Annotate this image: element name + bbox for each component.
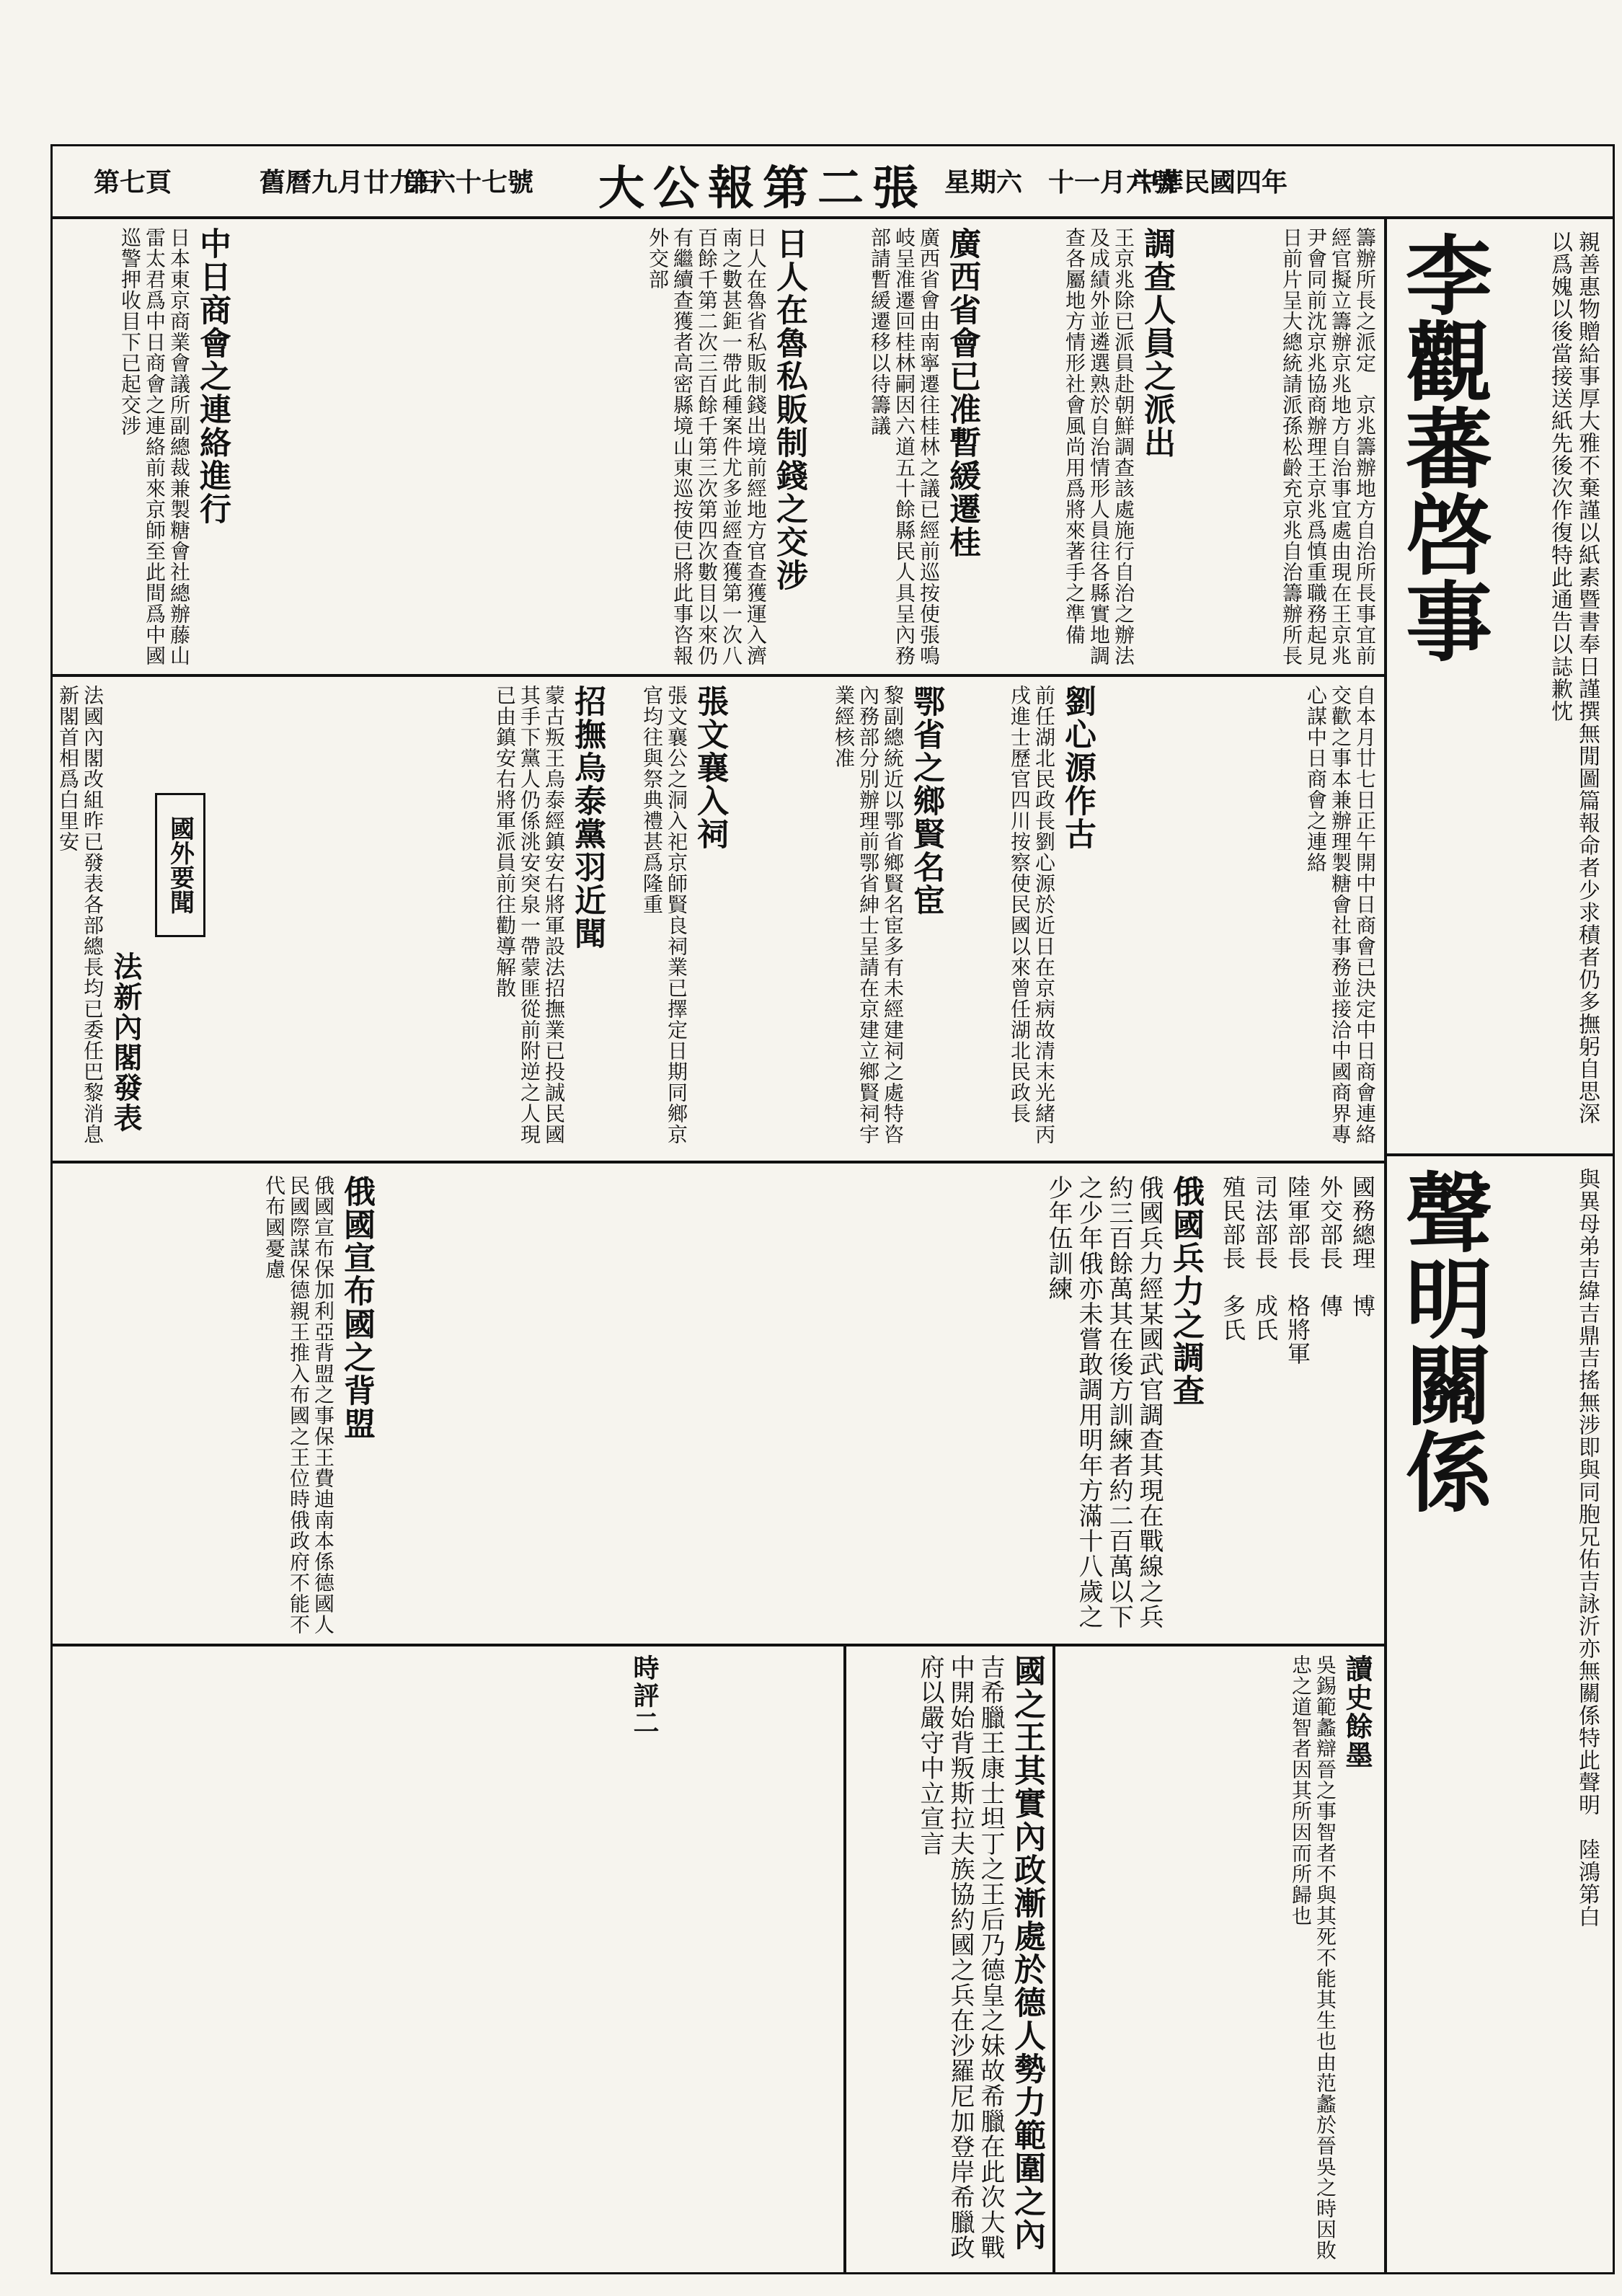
ezhou-title: 鄂省之鄉賢名宦	[908, 685, 944, 917]
postwar-title: 國之王其實內政漸處於德人勢力範圍之內	[1009, 1654, 1045, 2251]
history-title: 時評二	[629, 1654, 660, 1737]
weekday-date: 星期六 十一月六號	[944, 167, 1179, 198]
sugar-body: 日本東京商業會議所副總裁兼製糖會社總辦藤山雷太君爲中日商會之連絡前來京師至此間爲中國巡警押收目下已起交涉	[118, 227, 191, 666]
republic-date: 中華民國四年	[1132, 167, 1288, 198]
rule-v-lower-split	[1052, 1644, 1055, 2274]
zhangzhen-title: 張文襄入祠	[691, 685, 728, 851]
history-body	[65, 1654, 613, 2264]
rule-2	[50, 1161, 1384, 1163]
cabinet-1: 外交部長 傳	[1316, 1175, 1344, 1318]
foreign-news-badge: 國外要聞	[155, 793, 205, 937]
russia-declare-title: 俄國宣布國之背盟	[338, 1175, 375, 1440]
russia-declare-body: 俄國宣布保加利亞背盟之事保王費迪南本係德國人民國際謀保德親王推入布國之王位時俄政府不能不代布國憂慮	[262, 1175, 335, 1635]
cabinet-0: 國務總理 博	[1349, 1175, 1376, 1318]
cabinet-3: 司法部長 成氏	[1251, 1175, 1279, 1342]
greece-title: 讀史餘墨	[1341, 1654, 1373, 1770]
japan-body: 日人在魯省私販制錢出境前經地方官查獲運入濟南之數甚鉅一帶此種案件尤多並經查獲第一次八百餘千第二次三百餘千第三次第四次數目以來仍有繼續查獲者高密縣境山東巡按使已將此事咨報外交部	[646, 227, 768, 666]
investigate-title: 調查人員之派出	[1138, 227, 1175, 459]
cabinet-2: 陸軍部長 格將軍	[1284, 1175, 1311, 1365]
newspaper-title: 大公報第二張	[598, 161, 927, 216]
greece-body: 吳錫範蠡辯晉之事智者不與其死不能其生也由范蠡於晉吳之時因敗忠之道智者因其所因而所歸也	[1289, 1654, 1337, 2261]
japan-title: 日人在魯私販制錢之交涉	[771, 227, 807, 592]
guangxi-title: 廣西省會已准暫緩遷桂	[944, 227, 980, 559]
statement-title: 聲明關係	[1391, 1168, 1493, 1514]
liuxin-title: 劉心源作古	[1059, 685, 1096, 851]
rule-3	[50, 1644, 1384, 1646]
li-notice-body: 親善惠物贈給事厚大雅不棄謹以紙素暨書奉日謹撰無閒圖篇報命者少求積者仍多撫躬自思深以爲媿以後當接送紙先後次作復特此通告以誌歉忱	[1547, 231, 1600, 1125]
mongolia-title: 招撫烏泰黨羽近聞	[569, 685, 606, 950]
cabinet-4: 殖民部長 多氏	[1219, 1175, 1246, 1342]
investigate-body: 王京兆除已派員赴朝鮮調查該處施行自治之辦法及成績外並遴選熟於自治情形人員往各縣實地調查各屬地方情形社會風尚用爲將來著手之準備	[1063, 227, 1135, 666]
gov-article-body: 籌辦所長之派定 京兆籌辦地方自治所長事宜前經官擬立籌辦京兆地方自治事宜處由現在王京兆尹會同前沈京兆協商辦理王京兆爲慎重職務起見日前片呈大總統請派孫松齡充京兆自治籌辦所長	[1280, 227, 1377, 666]
guangxi-body: 廣西省會由南寧遷往桂林之議已經前巡按使張鳴岐呈准遷回桂林嗣因六道五十餘縣民人具呈內務部請暫緩遷移以待籌議	[868, 227, 941, 666]
mongolia-body: 蒙古叛王烏泰經鎮安右將軍設法招撫業已投誠民國其手下黨人仍係洮安突泉一帶蒙匪從前附逆之人現已由鎮安右將軍派員前往勸導解散	[493, 685, 566, 1145]
russia-troops-title: 俄國兵力之調查	[1167, 1175, 1204, 1407]
sugar2-body: 自本月廿七日正午開中日商會已決定中日商會連絡交歡之事本兼辦理製糖會社事務並接洽中國商界專心謀中日商會之連絡	[1304, 685, 1377, 1145]
liuxin-body: 前任湖北民政長劉心源於近日在京病故清末光緒丙戌進士歷官四川按察使民國以來曾任湖北民政長	[1008, 685, 1056, 1145]
li-notice-title: 李觀蕃啓事	[1391, 231, 1493, 663]
zhangzhen-body: 張文襄公之洞入祀京師賢良祠業已擇定日期同鄉京官均往與祭典禮甚爲隆重	[640, 685, 688, 1145]
statement-body: 與異母弟吉緯吉鼎吉搖無涉即與同胞兄佑吉詠沂亦無關係特此聲明 陸鴻第白	[1574, 1168, 1600, 1928]
france-title: 法新內閣發表	[109, 952, 143, 1133]
france-body: 法國內閣改組昨已發表各部總長均已委任巴黎消息新閣首相爲白里安	[56, 685, 105, 1145]
rule-v-lower-split2	[843, 1644, 846, 2274]
rule-v-right-ads	[1384, 216, 1387, 2274]
rule-1	[50, 674, 1384, 677]
russia-troops-body: 俄國兵力經某國武官調查其現在戰線之兵約三百餘萬其在後方訓練者約二百萬以下之少年俄亦未嘗敢調用明年方滿十八歲之少年伍訓練	[1044, 1175, 1164, 1629]
rule-top	[50, 216, 1615, 219]
ezhou-body: 黎副總統近以鄂省鄉賢名宦多有未經建祠之處特咨內務部分別辦理前鄂省紳士呈請在京建立鄉賢祠宇業經核准	[832, 685, 905, 1145]
postwar-body: 吉希臘王康士坦丁之王后乃德皇之妹故希臘在此次大戰中開始背叛斯拉夫族協約國之兵在沙羅尼加登岸希臘政府以嚴守中立宣言	[916, 1654, 1005, 2260]
rule-v-ads-split	[1384, 1153, 1615, 1156]
sugar-title: 中日商會之連絡進行	[194, 227, 231, 526]
lunar-date: 舊曆九月廿九日	[260, 167, 442, 198]
page-number: 第七頁	[94, 167, 172, 198]
issue-number: 第六十七號	[404, 167, 534, 198]
